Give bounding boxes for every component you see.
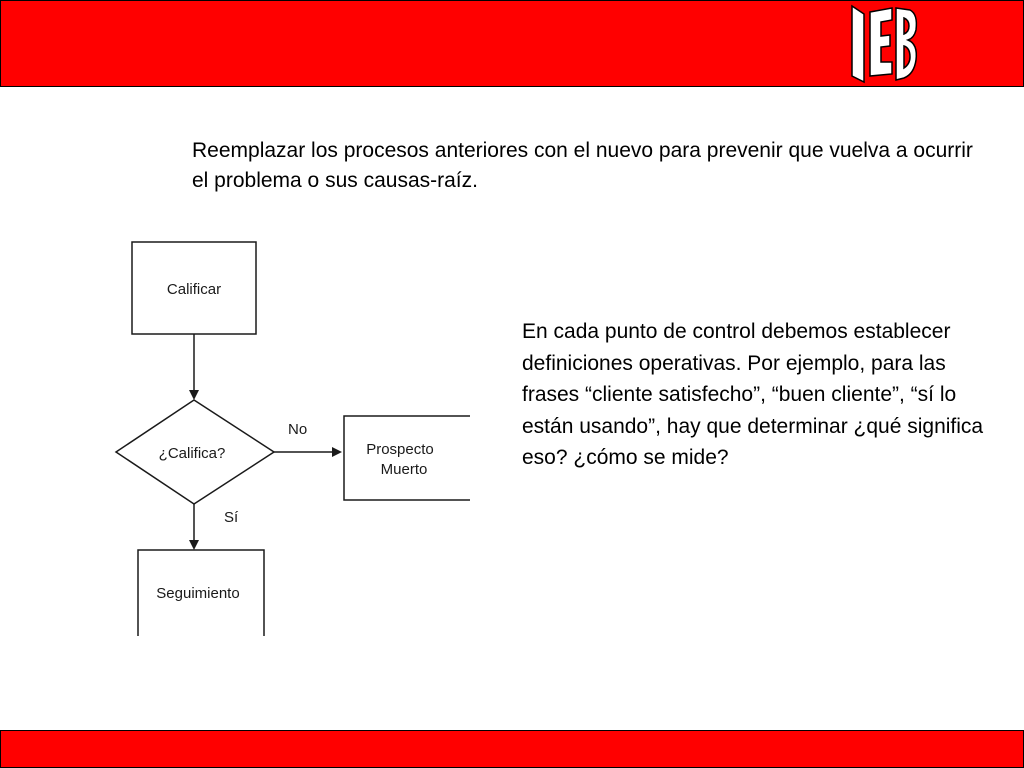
- no-label: No: [288, 421, 308, 438]
- prospecto-box: [344, 416, 470, 500]
- process-flowchart: [110, 232, 480, 636]
- calificar-label: Calificar: [166, 281, 222, 298]
- decision-label: ¿Califica?: [158, 445, 226, 462]
- operational-definitions-text: En cada punto de control debemos establecer definiciones operativas. Por ejemplo, para las frases “cliente satisfecho”, “buen cliente”, “sí lo están usando”, hay que determinar ¿qué significa eso? ¿cómo se mide?: [522, 320, 984, 469]
- bottom-red-band: [0, 730, 1024, 768]
- ieb-logo: [848, 2, 920, 84]
- prospecto-label-line1: Prospecto: [366, 441, 434, 458]
- flowchart-svg: [110, 232, 480, 636]
- prospecto-label-line2: Muerto: [380, 461, 428, 478]
- seguimiento-label: Seguimiento: [156, 585, 240, 602]
- si-label: Sí: [224, 509, 239, 526]
- ieb-logo-graphic: [848, 2, 920, 84]
- headline-text: Reemplazar los procesos anteriores con el nuevo para prevenir que vuelva a ocurrir el problema o sus causas-raíz.: [192, 139, 973, 192]
